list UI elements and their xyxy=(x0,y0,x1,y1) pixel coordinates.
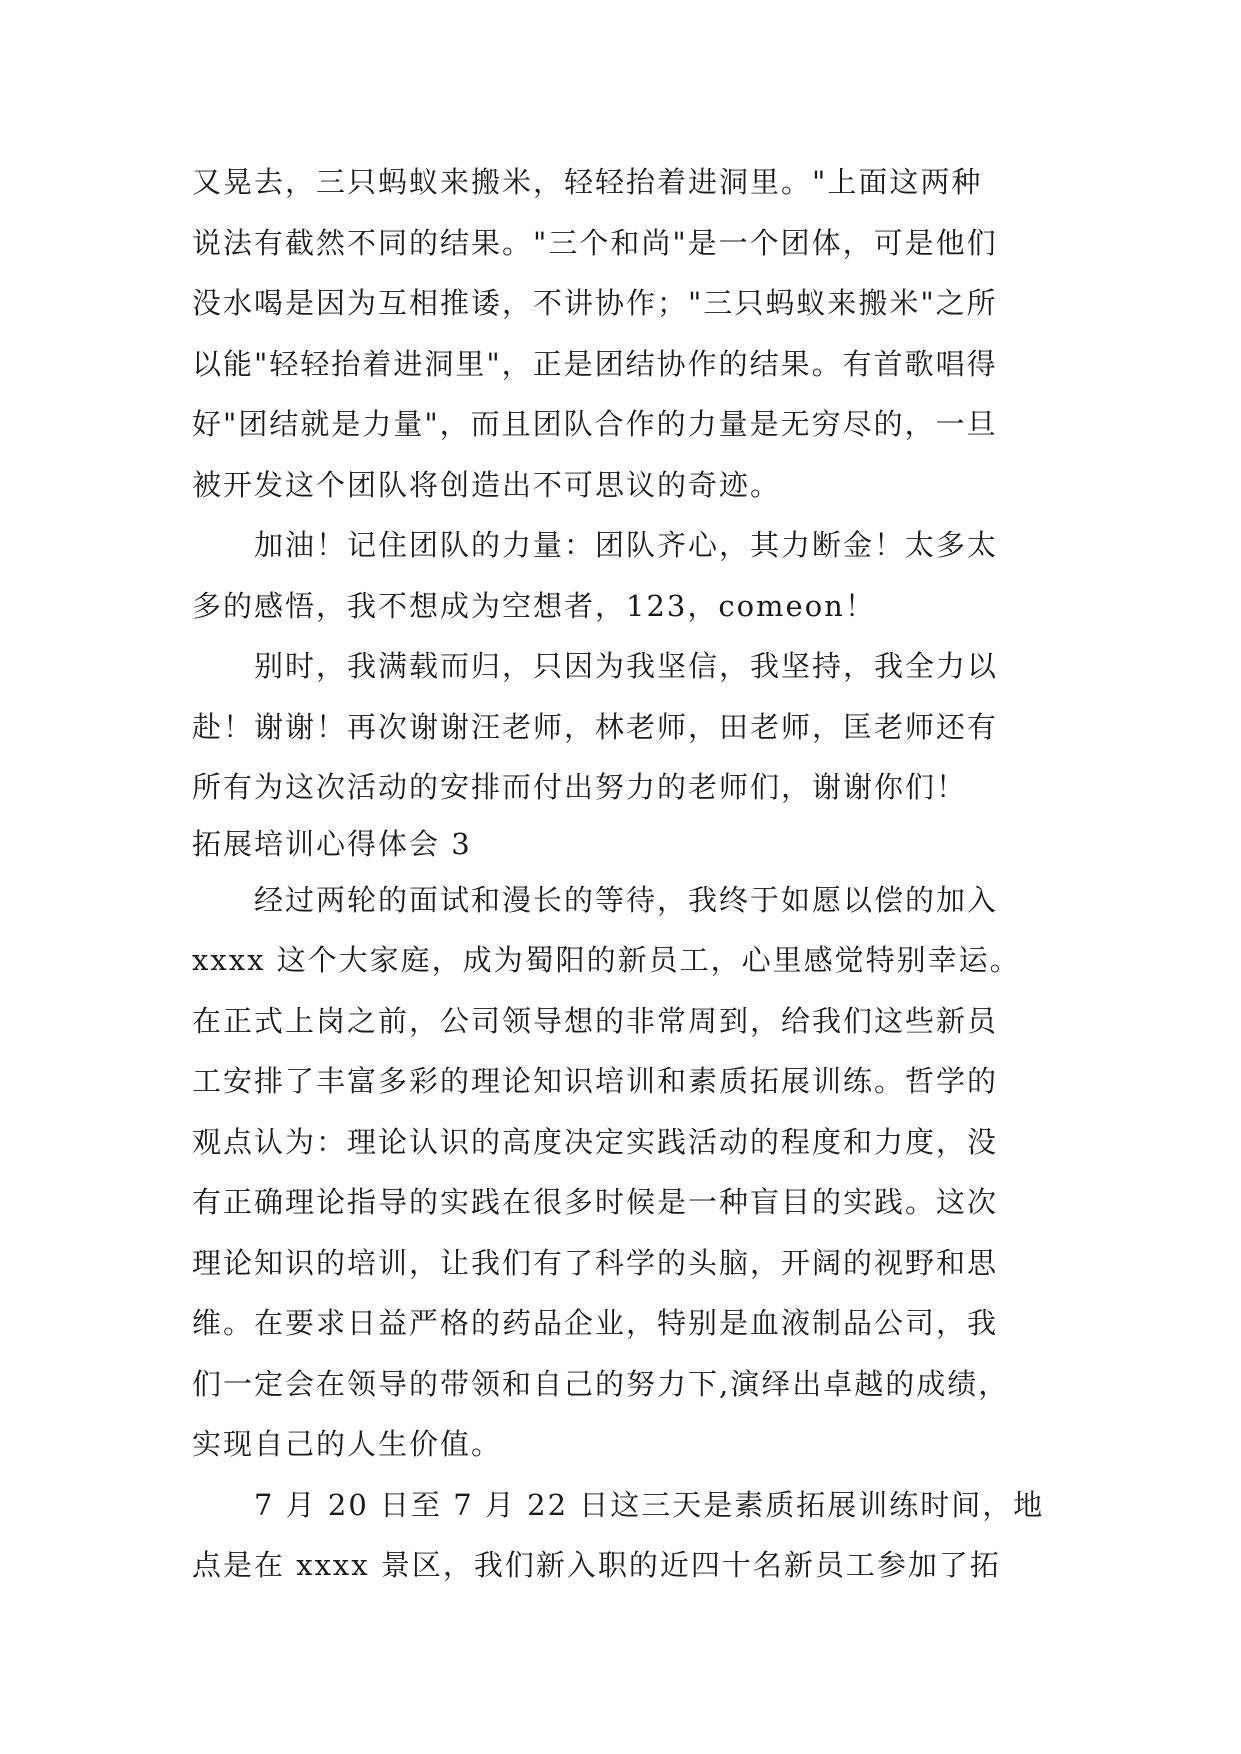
text-line: 点是在 xxxx 景区，我们新入职的近四十名新员工参加了拓 xyxy=(192,1548,1001,1582)
text-line: 被开发这个团队将创造出不可思议的奇迹。 xyxy=(192,467,782,502)
text-line: 维。在要求日益严格的药品企业，特别是血液制品公司，我 xyxy=(192,1306,999,1340)
text-line: 又晃去，三只蚂蚁来搬米，轻轻抬着进洞里。"上面这两种 xyxy=(192,165,983,199)
text-line: 所有为这次活动的安排而付出努力的老师们，谢谢你们！ xyxy=(192,770,968,804)
text-line: 工安排了丰富多彩的理论知识培训和素质拓展训练。哲学的 xyxy=(192,1064,999,1098)
paragraph-start-line: 经过两轮的面试和漫长的等待，我终于如愿以偿的加入 xyxy=(254,882,999,917)
paragraph-start-line: 别时，我满载而归，只因为我坚信，我坚持，我全力以 xyxy=(254,649,999,683)
text-line: 好"团结就是力量"，而且团队合作的力量是无穷尽的，一旦 xyxy=(192,407,998,441)
section-heading: 拓展培训心得体会 3 xyxy=(192,826,472,861)
text-line: xxxx 这个大家庭，成为蜀阳的新员工，心里感觉特别幸运。 xyxy=(192,943,1021,977)
text-line: 们一定会在领导的带领和自己的努力下,演绎出卓越的成绩， xyxy=(192,1366,1010,1401)
text-line: 观点认为：理论认识的高度决定实践活动的程度和力度，没 xyxy=(192,1124,999,1159)
paragraph-start-line: 7 月 20 日至 7 月 22 日这三天是素质拓展训练时间，地 xyxy=(254,1487,1045,1522)
text-line: 赴！谢谢！再次谢谢汪老师，林老师，田老师，匡老师还有 xyxy=(192,709,999,744)
paragraph-start-line: 加油！记住团队的力量：团队齐心，其力断金！太多太 xyxy=(254,528,999,562)
text-line: 多的感悟，我不想成为空想者，123，comeon！ xyxy=(192,588,876,623)
text-line: 在正式上岗之前，公司领导想的非常周到，给我们这些新员 xyxy=(192,1003,999,1038)
text-line: 说法有截然不同的结果。"三个和尚"是一个团体，可是他们 xyxy=(192,225,998,260)
text-line: 以能"轻轻抬着进洞里"，正是团结协作的结果。有首歌唱得 xyxy=(192,346,998,381)
text-line: 有正确理论指导的实践在很多时候是一种盲目的实践。这次 xyxy=(192,1185,999,1219)
document-body xyxy=(192,152,1062,1596)
text-line: 实现自己的人生价值。 xyxy=(192,1427,503,1461)
text-line: 理论知识的培训，让我们有了科学的头脑，开阔的视野和思 xyxy=(192,1245,999,1280)
text-line: 没水喝是因为互相推诿，不讲协作；"三只蚂蚁来搬米"之所 xyxy=(192,286,998,320)
